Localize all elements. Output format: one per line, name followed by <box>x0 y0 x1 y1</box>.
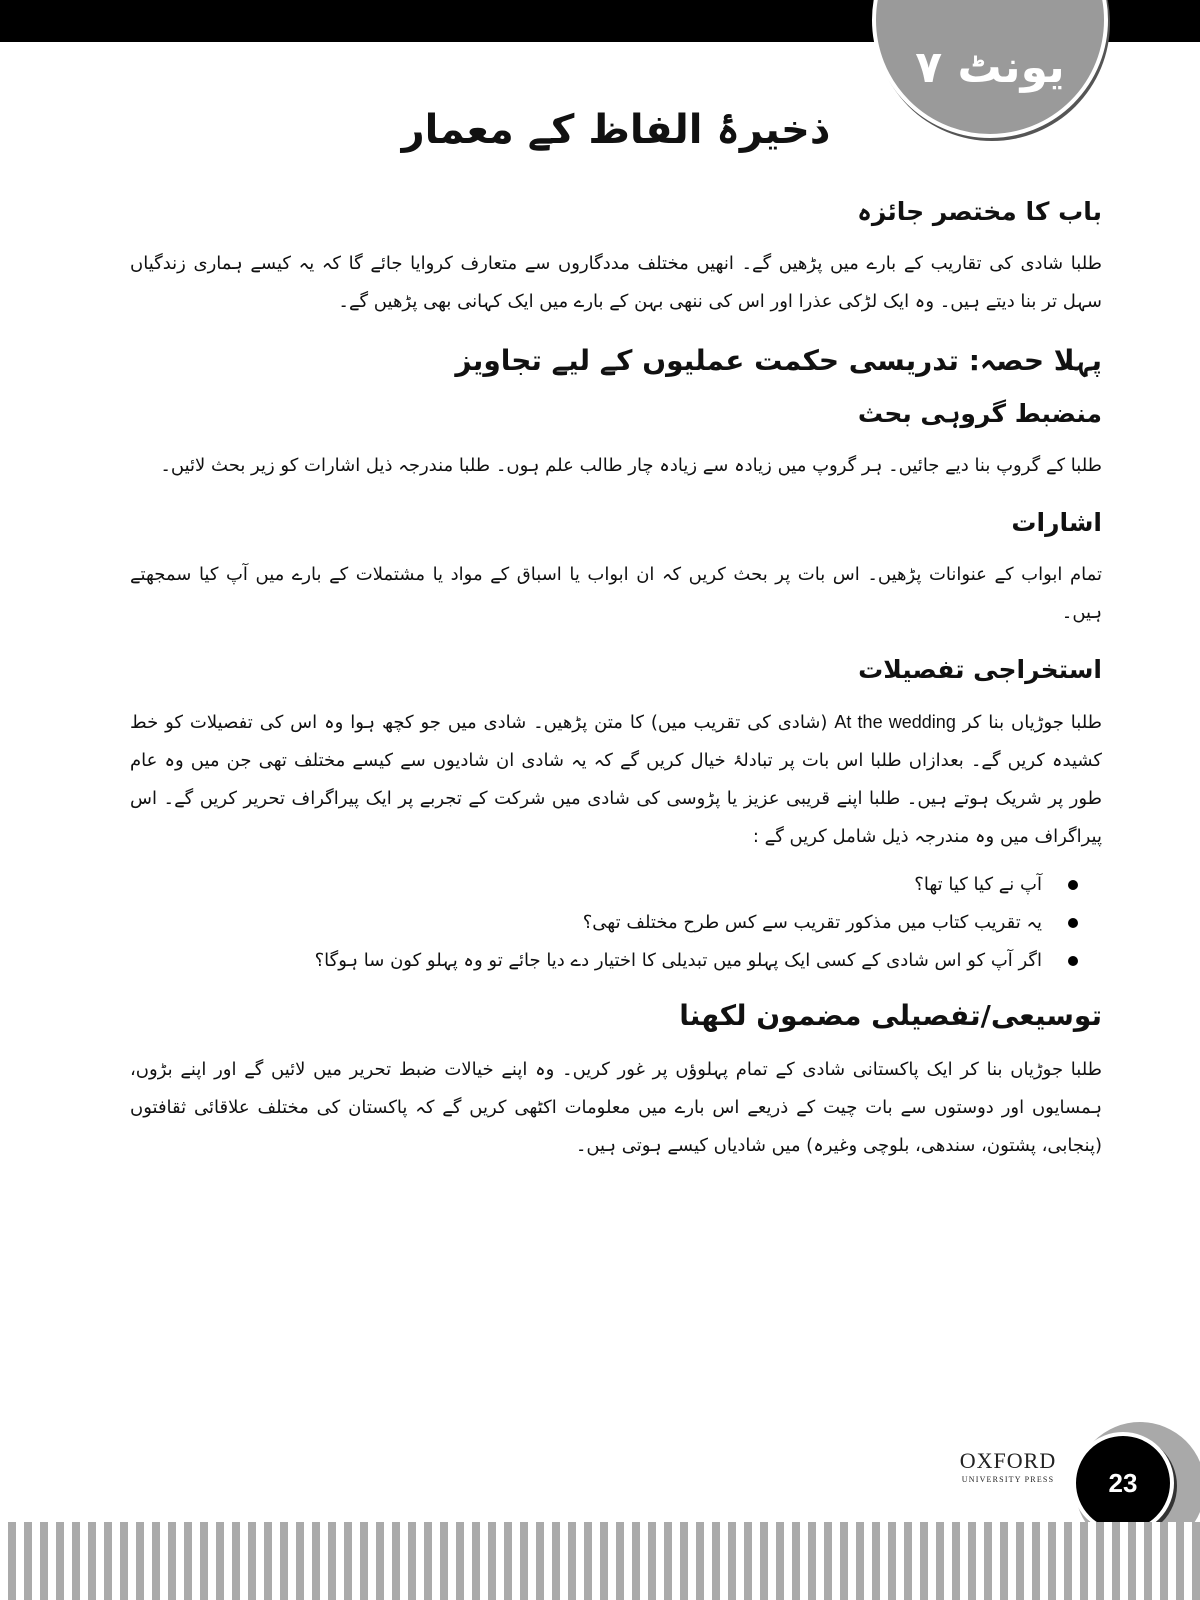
group-discussion-heading: منضبط گروہی بحث <box>857 399 1102 429</box>
publisher-name: OXFORD <box>959 1448 1057 1473</box>
essay-paragraph: طلبا جوڑیاں بنا کر ایک پاکستانی شادی کے تمام پہلوؤں پر غور کریں۔ وہ اپنے خیالات ضبط تحریر میں لائیں گے اور اپنے بڑوں، ہمسایوں اور دوستوں سے بات چیت کے ذریعے اس بارے میں معلومات اکٹھی کریں گے کہ پاکستان کی مختلف علاقائی ثقافتوں (پنجابی، پشتون، سندھی، بلوچی وغیرہ) میں شادیاں کیسے ہوتی ہیں۔ <box>130 1059 1102 1157</box>
bullet-icon <box>1068 918 1078 928</box>
bullet-icon <box>1068 956 1078 966</box>
page-title: ذخیرۂ الفاظ کے معمار <box>401 107 831 153</box>
list-item <box>130 942 1082 980</box>
extract-intro: طلبا جوڑیاں بنا کر <box>962 712 1102 734</box>
footer-stripes <box>0 1522 1200 1600</box>
group-discussion-paragraph: طلبا کے گروپ بنا دیے جائیں۔ ہر گروپ میں زیادہ سے زیادہ چار طالب علم ہوں۔ طلبا مندرجہ ذیل اشارات کو زیر بحث لائیں۔ <box>160 455 1102 477</box>
page-content <box>130 106 1102 1185</box>
overview-paragraph: طلبا شادی کی تقاریب کے بارے میں پڑھیں گے۔ انھیں مختلف مددگاروں سے متعارف کروایا جائے گا کہ یہ کیسے ہماری زندگیاں سہل تر بنا دیتے ہیں۔ وہ ایک لڑکی عذرا اور اس کی ننھی بہن کے بارے میں ایک کہانی بھی پڑھیں گے۔ <box>130 253 1102 312</box>
extract-paragraph <box>130 703 1102 856</box>
cues-paragraph: تمام ابواب کے عنوانات پڑھیں۔ اس بات پر بحث کریں کہ ان ابواب یا اسباق کے مواد یا مشتملات کے بارے میں آپ کیا سمجھتے ہیں۔ <box>130 564 1102 624</box>
publisher-subtitle: UNIVERSITY PRESS <box>961 1475 1055 1484</box>
part1-heading: پہلا حصہ: تدریسی حکمت عملیوں کے لیے تجاویز <box>455 344 1102 377</box>
publisher-logo <box>956 1450 1060 1484</box>
overview-heading: باب کا مختصر جائزہ <box>857 197 1102 226</box>
extract-english-title: At the wedding <box>834 712 956 733</box>
question-list <box>130 866 1082 980</box>
unit-label: یونٹ ۷ <box>915 42 1065 93</box>
extract-text: (شادی کی تقریب میں) کا متن پڑھیں۔ شادی میں جو کچھ ہوا وہ اس کی تفصیلات کو خط کشیدہ کریں گے۔ بعدازاں طلبا اس بات پر تبادلۂ خیال کریں گے کہ یہ شادی ان شادیوں سے کیسے مختلف تھی جن میں وہ عام طور پر شریک ہوتے ہیں۔ طلبا اپنے قریبی عزیز یا پڑوسی کی شادی میں شرکت کے تجربے پر ایک پیراگراف تحریر کریں گے۔ اس پیراگراف میں وہ مندرجہ ذیل شامل کریں گے : <box>130 712 1102 848</box>
page-number: 23 <box>1072 1432 1174 1534</box>
cues-heading: اشارات <box>1011 508 1102 538</box>
bullet-text: یہ تقریب کتاب میں مذکور تقریب سے کس طرح مختلف تھی؟ <box>582 912 1042 934</box>
extract-heading: استخراجی تفصیلات <box>858 655 1102 685</box>
list-item <box>130 904 1082 942</box>
bullet-text: آپ نے کیا کیا تھا؟ <box>914 874 1042 896</box>
essay-heading: توسیعی/تفصیلی مضمون لکھنا <box>679 999 1102 1033</box>
bullet-text: اگر آپ کو اس شادی کے کسی ایک پہلو میں تبدیلی کا اختیار دے دیا جائے تو وہ پہلو کون سا ہوگا؟ <box>314 950 1042 972</box>
list-item <box>130 866 1082 904</box>
bullet-icon <box>1068 880 1078 890</box>
